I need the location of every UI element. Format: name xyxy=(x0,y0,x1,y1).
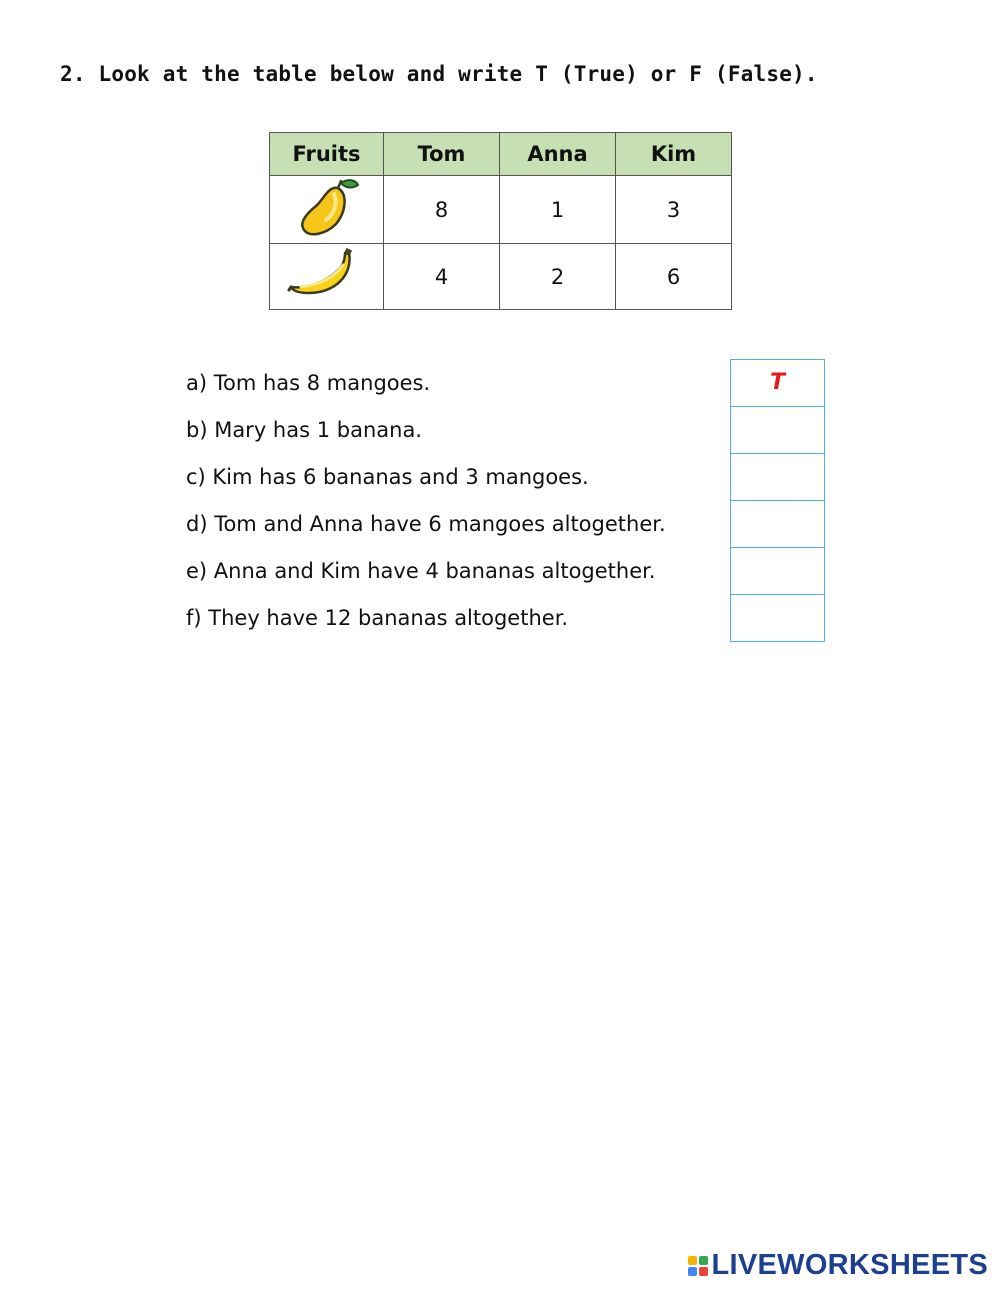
fruit-cell xyxy=(270,244,384,310)
fruit-table xyxy=(269,132,732,310)
answer-box-c[interactable] xyxy=(731,453,824,500)
logo-mark-icon xyxy=(688,1256,708,1276)
statement-c: c) Kim has 6 bananas and 3 mangoes. xyxy=(186,465,589,489)
fruit-cell xyxy=(270,176,384,244)
statement-list xyxy=(186,360,666,642)
table-row xyxy=(270,176,732,244)
anna-mango-count: 1 xyxy=(500,176,616,244)
statement-d: d) Tom and Anna have 6 mangoes altogether. xyxy=(186,512,666,536)
answer-box-f[interactable] xyxy=(731,594,824,641)
answer-box-e[interactable] xyxy=(731,547,824,594)
question-title: 2. Look at the table below and write T (True) or F (False). xyxy=(60,62,818,86)
mango-icon xyxy=(294,176,360,238)
tom-banana-count: 4 xyxy=(384,244,500,310)
logo-text: LIVEWORKSHEETS xyxy=(711,1249,988,1281)
kim-banana-count: 6 xyxy=(616,244,732,310)
header-fruits: Fruits xyxy=(270,133,384,176)
liveworksheets-logo xyxy=(688,1249,989,1282)
statement-a: a) Tom has 8 mangoes. xyxy=(186,371,431,395)
header-kim: Kim xyxy=(616,133,732,176)
statement-f: f) They have 12 bananas altogether. xyxy=(186,606,569,630)
header-anna: Anna xyxy=(500,133,616,176)
answer-column xyxy=(730,359,825,642)
table-header-row xyxy=(270,133,732,176)
header-tom: Tom xyxy=(384,133,500,176)
answer-box-d[interactable] xyxy=(731,500,824,547)
answer-box-b[interactable] xyxy=(731,406,824,453)
banana-icon xyxy=(287,247,367,301)
table-row xyxy=(270,244,732,310)
statement-e: e) Anna and Kim have 4 bananas altogether. xyxy=(186,559,656,583)
anna-banana-count: 2 xyxy=(500,244,616,310)
tom-mango-count: 8 xyxy=(384,176,500,244)
kim-mango-count: 3 xyxy=(616,176,732,244)
statement-b: b) Mary has 1 banana. xyxy=(186,418,422,442)
answer-box-a[interactable]: T xyxy=(769,370,785,395)
